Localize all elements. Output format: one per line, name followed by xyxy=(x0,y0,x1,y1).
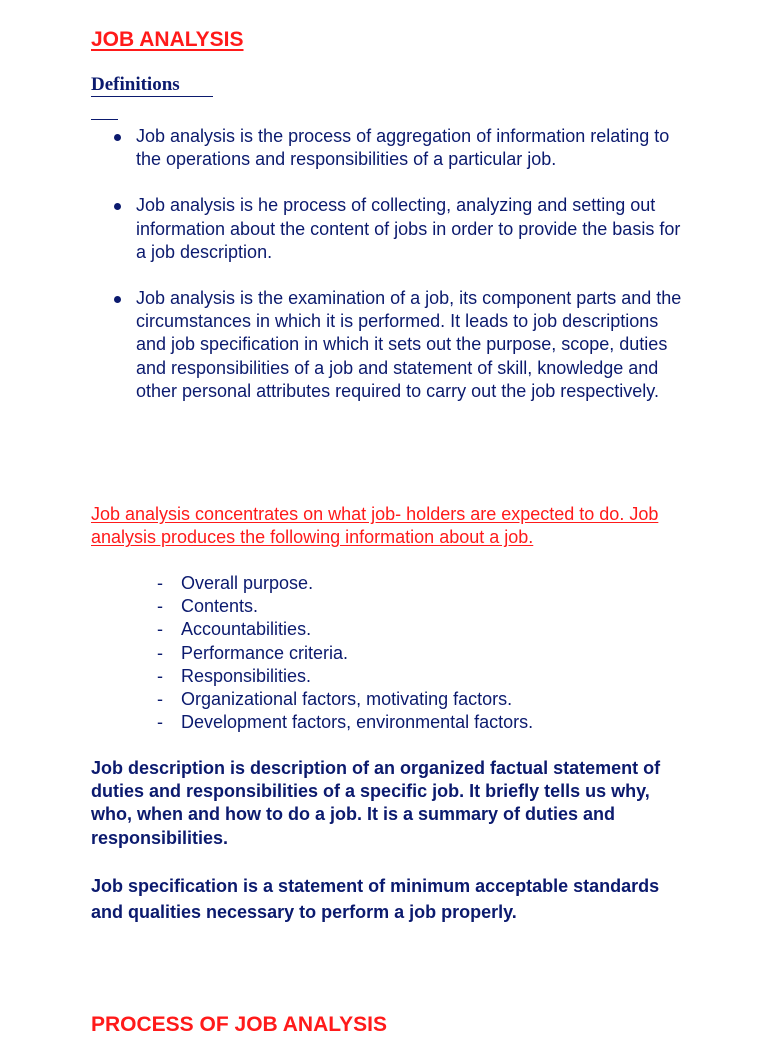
info-item-text: Accountabilities. xyxy=(181,619,312,640)
info-item xyxy=(157,642,533,665)
definition-item xyxy=(111,125,691,171)
dash-marker: - xyxy=(157,619,163,640)
info-list xyxy=(157,572,533,734)
definitions-underline xyxy=(91,96,213,97)
info-item-text: Organizational factors, motivating factors. xyxy=(181,689,513,710)
page-title: JOB ANALYSIS xyxy=(91,28,244,51)
info-item xyxy=(157,595,533,618)
job-specification-paragraph: Job specification is a statement of minimum acceptable standards and qualities necessary to perform a job properly. xyxy=(91,876,660,922)
info-item-text: Contents. xyxy=(181,596,259,617)
dash-marker: - xyxy=(157,573,163,593)
bullet-icon xyxy=(114,203,121,210)
job-description-paragraph: Job description is description of an organized factual statement of duties and responsibilities of a specific job. It briefly tells us why, who, when and how to do a job. It is a summary of duties and responsibilities. xyxy=(91,758,661,848)
definitions-list xyxy=(111,125,691,426)
definition-item xyxy=(111,287,691,403)
dash-marker: - xyxy=(157,689,163,710)
info-item-text: Performance criteria. xyxy=(181,642,349,663)
info-item-text: Overall purpose. xyxy=(181,573,314,593)
info-item xyxy=(157,572,533,595)
info-item xyxy=(157,618,533,641)
definitions-heading: Definitions xyxy=(91,74,180,95)
dash-marker: - xyxy=(157,665,163,686)
info-item xyxy=(157,665,533,688)
bullet-icon xyxy=(114,296,121,303)
dash-marker: - xyxy=(157,642,163,663)
intro-paragraph: Job analysis concentrates on what job- holders are expected to do. Job analysis produces the following information about a job. xyxy=(91,504,659,548)
process-heading: PROCESS OF JOB ANALYSIS xyxy=(91,1013,388,1036)
definition-text: Job analysis is the process of aggregation of information relating to the operations and responsibilities of a particular job. xyxy=(136,126,670,170)
info-item-text: Development factors, environmental factors. xyxy=(181,712,534,733)
dash-marker: - xyxy=(157,596,163,617)
info-item-text: Responsibilities. xyxy=(181,665,312,686)
definition-item xyxy=(111,194,691,264)
bullet-icon xyxy=(114,134,121,141)
info-item xyxy=(157,688,533,711)
short-divider xyxy=(91,119,118,120)
definition-text: Job analysis is the examination of a job, its component parts and the circumstances in which it is performed. It leads to job descriptions and job specification in which it sets out the purpose, scope, duties and responsibilities of a job and statement of skill, knowledge and other personal attributes required to carry out the job respectively. xyxy=(136,288,682,401)
info-item xyxy=(157,711,533,734)
definition-text: Job analysis is he process of collecting, analyzing and setting out information about the content of jobs in order to provide the basis for a job description. xyxy=(136,195,681,262)
dash-marker: - xyxy=(157,712,163,733)
